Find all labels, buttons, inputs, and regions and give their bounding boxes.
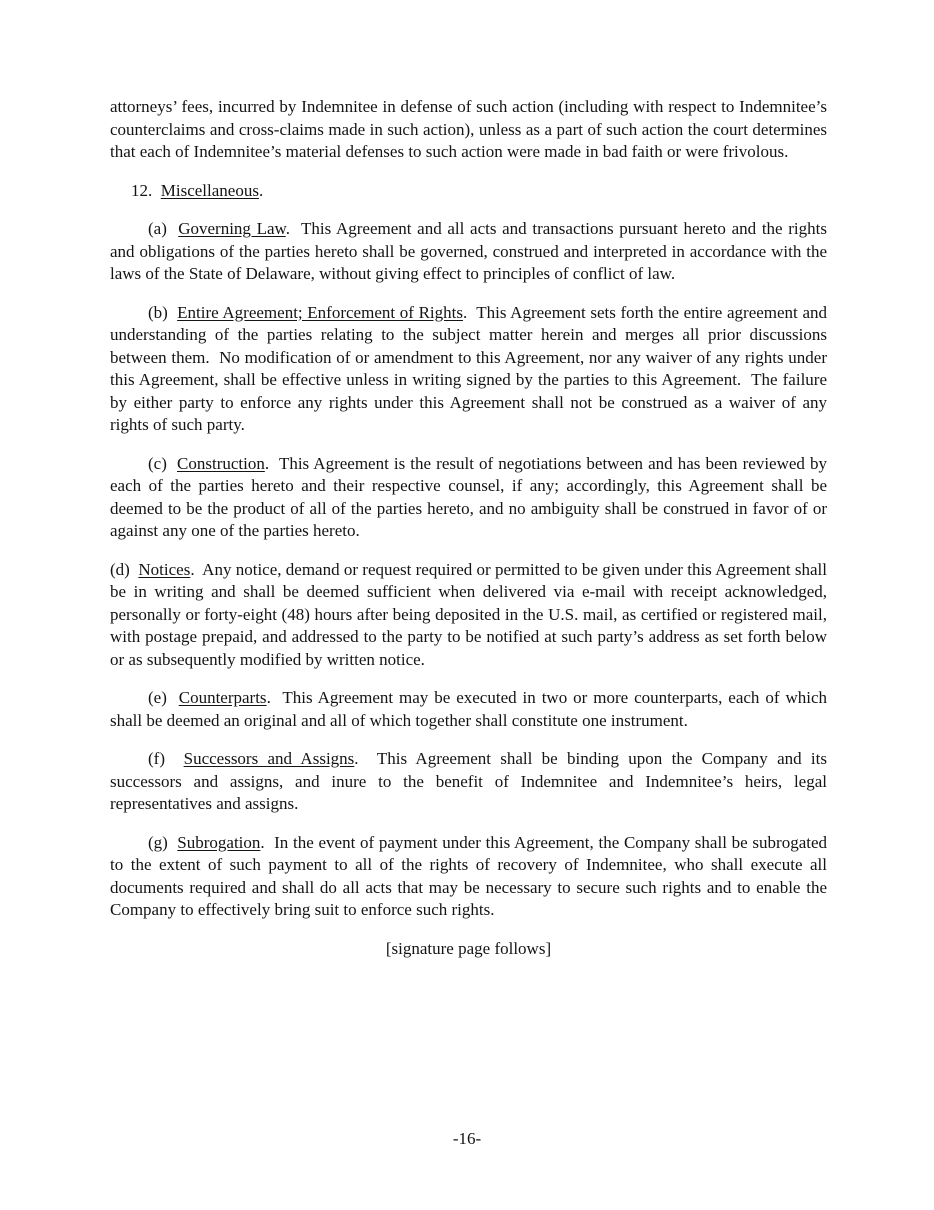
subsection-c-label: (c) — [148, 453, 178, 473]
subsection-b-label: (b) — [148, 302, 178, 322]
subsection-g-subrogation — [110, 832, 827, 922]
subsection-f-successors-assigns — [110, 748, 827, 816]
subsection-c-punct: . — [264, 453, 279, 473]
subsection-f-punct: . — [354, 749, 377, 768]
subsection-a-label: (a) — [148, 219, 179, 238]
section-number: 12. — [131, 180, 161, 200]
subsection-e-punct: . — [266, 688, 283, 707]
section-title-underlined: Miscellaneous — [160, 180, 259, 200]
section-punct: . — [258, 180, 264, 200]
continuation-paragraph — [110, 96, 827, 164]
subsection-d-heading-underlined: Notices — [138, 559, 191, 579]
subsection-a-governing-law — [110, 218, 827, 286]
subsection-d-punct: . — [190, 559, 203, 579]
subsection-f-body: This Agreement shall be binding upon the Company and its successors and assigns, and inure to the benefit of Indemnitee and Indemnitee’s heirs, legal representatives and assigns. — [110, 749, 827, 813]
page-number: -16- — [452, 1129, 482, 1148]
document-content — [110, 96, 827, 976]
subsection-a-heading-underlined: Governing Law — [178, 219, 286, 238]
subsection-b-body: This Agreement sets forth the entire agreement and understanding of the parties relating to the subject matter herein and merges all prior discussions between them. No modification of or amendment to this Agreement, nor any waiver of any rights under this Agreement, shall be effective unless in writing signed by the parties to this Agreement. The failure by either party to enforce any rights under this Agreement shall not be construed as a waiver of any rights of such party. — [110, 302, 827, 434]
subsection-g-label: (g) — [148, 832, 178, 852]
section-12-heading — [110, 180, 827, 203]
subsection-d-label: (d) — [110, 559, 139, 579]
subsection-f-heading-underlined: Successors and Assigns — [183, 749, 355, 768]
subsection-e-counterparts — [110, 687, 827, 732]
subsection-c-body: This Agreement is the result of negotiations between and has been reviewed by each of the parties hereto and their respective counsel, if any; accordingly, this Agreement shall be deemed to be the product of all of the parties hereto, and no ambiguity shall be construed in favor of or against any one of the parties hereto. — [110, 453, 827, 540]
subsection-f-label: (f) — [148, 749, 184, 768]
subsection-d-body: Any notice, demand or request required or permitted to be given under this Agreement shall be in writing and shall be deemed sufficient when delivered via e-mail with receipt acknowledged, personally or forty-eight (48) hours after being deposited in the U.S. mail, as certified or registered mail, with postage prepaid, and addressed to the party to be notified at such party’s address as set forth below or as subsequently modified by written notice. — [110, 559, 828, 669]
subsection-g-heading-underlined: Subrogation — [177, 832, 261, 852]
subsection-e-body: This Agreement may be executed in two or more counterparts, each of which shall be deemed an original and all of which together shall constitute one instrument. — [110, 688, 827, 730]
continuation-paragraph-text: attorneys’ fees, incurred by Indemnitee in defense of such action (including with respect to Indemnitee’s counterclaims and cross-claims made in such action), unless as a part of such action the court determines that each of Indemnitee’s material defenses to such action were made in bad faith or were frivolous. — [110, 97, 827, 161]
subsection-g-punct: . — [260, 832, 275, 852]
subsection-a-body: This Agreement and all acts and transactions pursuant hereto and the rights and obligations of the parties hereto shall be governed, construed and interpreted in accordance with the laws of the State of Delaware, without giving effect to principles of conflict of law. — [110, 219, 827, 283]
subsection-b-heading-underlined: Entire Agreement; Enforcement of Rights — [177, 302, 463, 322]
subsection-c-heading-underlined: Construction — [177, 453, 265, 473]
subsection-b-entire-agreement — [110, 302, 827, 437]
subsection-a-punct: . — [285, 219, 301, 238]
subsection-c-construction — [110, 453, 827, 543]
subsection-g-body: In the event of payment under this Agreement, the Company shall be subrogated to the extent of such payment to all of the rights of recovery of Indemnitee, who shall execute all documents required and shall do all acts that may be necessary to secure such rights and to enable the Company to effectively bring suit to enforce such rights. — [110, 832, 828, 919]
subsection-e-heading-underlined: Counterparts — [178, 688, 267, 707]
subsection-b-punct: . — [462, 302, 477, 322]
subsection-e-label: (e) — [148, 688, 179, 707]
signature-page-note: [signature page follows] — [385, 938, 552, 958]
subsection-d-notices — [110, 559, 827, 672]
